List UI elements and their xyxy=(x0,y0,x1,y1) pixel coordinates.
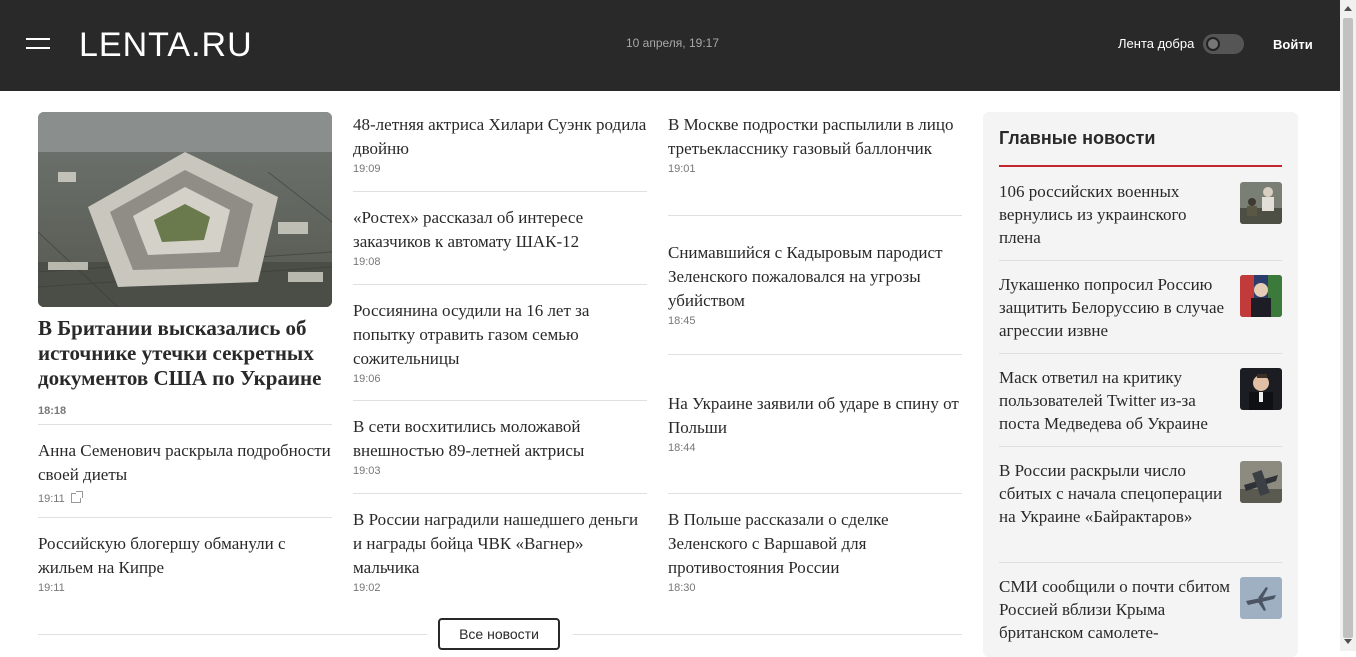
site-logo[interactable]: LENTA.RU xyxy=(79,26,253,64)
divider xyxy=(999,446,1282,447)
external-link-icon xyxy=(71,493,81,503)
current-date: 10 апреля, 19:17 xyxy=(626,36,719,50)
list-item[interactable] xyxy=(353,299,647,385)
divider xyxy=(668,354,962,355)
news-title[interactable]: Снимавшийся с Кадыровым пародист Зеленского пожаловался на угрозы убийством xyxy=(668,243,943,310)
hero-image[interactable] xyxy=(38,112,332,307)
news-time: 19:09 xyxy=(353,163,381,175)
sidebar-thumbnail[interactable] xyxy=(1240,368,1282,410)
news-time: 18:45 xyxy=(668,315,696,327)
list-item[interactable] xyxy=(38,439,332,507)
sidebar-title: Главные новости xyxy=(999,128,1156,148)
news-time: 18:44 xyxy=(668,442,696,454)
scroll-thumb[interactable] xyxy=(1343,18,1353,638)
news-title[interactable]: Анна Семенович раскрыла подробности своей диеты xyxy=(38,441,331,484)
sidebar-item[interactable] xyxy=(999,575,1282,644)
sidebar-thumbnail[interactable] xyxy=(1240,182,1282,224)
news-time: 19:06 xyxy=(353,373,381,385)
news-title[interactable]: В Москве подростки распылили в лицо третьекласснику газовый баллончик xyxy=(668,115,954,158)
sidebar-accent-line xyxy=(999,165,1282,167)
scroll-down-icon[interactable] xyxy=(1344,639,1352,644)
sidebar-item-title[interactable]: В России раскрыли число сбитых с начала спецоперации на Украине «Байрактаров» xyxy=(999,461,1223,526)
list-item[interactable] xyxy=(668,113,962,175)
divider xyxy=(999,260,1282,261)
sidebar-thumbnail[interactable] xyxy=(1240,461,1282,503)
sidebar-item-title[interactable]: 106 российских военных вернулись из украинского плена xyxy=(999,182,1187,247)
list-item[interactable] xyxy=(668,241,962,327)
toggle-knob xyxy=(1206,37,1220,51)
hero-headline[interactable] xyxy=(38,316,332,424)
sidebar-item[interactable] xyxy=(999,459,1282,528)
news-title[interactable]: Российскую блогершу обманули с жильем на Кипре xyxy=(38,534,286,577)
news-title[interactable]: 48-летняя актриса Хилари Суэнк родила двойню xyxy=(353,115,647,158)
news-time: 19:01 xyxy=(668,163,696,175)
divider xyxy=(668,493,962,494)
news-time: 19:08 xyxy=(353,256,381,268)
divider xyxy=(38,634,427,635)
list-item[interactable] xyxy=(353,508,647,594)
list-item[interactable] xyxy=(353,415,647,477)
news-time: 19:11 xyxy=(38,493,65,505)
hero-title-text[interactable]: В Британии высказались об источнике утечки секретных документов США по Украине xyxy=(38,316,322,390)
divider xyxy=(573,634,962,635)
divider xyxy=(353,493,647,494)
divider xyxy=(353,284,647,285)
news-title[interactable]: В России наградили нашедшего деньги и награды бойца ЧВК «Вагнер» мальчика xyxy=(353,510,639,577)
site-header xyxy=(0,0,1340,91)
news-time: 19:03 xyxy=(353,465,381,477)
sidebar-item[interactable] xyxy=(999,366,1282,435)
list-item[interactable] xyxy=(353,206,647,268)
scroll-up-icon[interactable] xyxy=(1344,6,1352,11)
kind-feed-label: Лента добра xyxy=(1118,36,1195,51)
hero-time: 18:18 xyxy=(38,405,67,417)
news-time: 19:02 xyxy=(353,582,381,594)
news-time: 18:30 xyxy=(668,582,696,594)
sidebar-thumbnail[interactable] xyxy=(1240,577,1282,619)
divider xyxy=(668,215,962,216)
list-item[interactable] xyxy=(353,113,647,175)
divider xyxy=(38,517,332,518)
sidebar-item-title[interactable]: СМИ сообщили о почти сбитом Россией вблизи Крыма британском самолете- xyxy=(999,577,1231,642)
sidebar-item[interactable] xyxy=(999,180,1282,249)
divider xyxy=(353,191,647,192)
divider xyxy=(999,353,1282,354)
sidebar-item-title[interactable]: Маск ответил на критику пользователей Twitter из-за поста Медведева об Украине xyxy=(999,368,1208,433)
list-item[interactable] xyxy=(668,508,962,594)
kind-feed-toggle[interactable] xyxy=(1203,34,1244,54)
news-time: 19:11 xyxy=(38,582,65,594)
scrollbar[interactable] xyxy=(1340,0,1356,651)
sidebar-item[interactable] xyxy=(999,273,1282,342)
divider xyxy=(353,400,647,401)
sidebar-item-title[interactable]: Лукашенко попросил Россию защитить Белоруссию в случае агрессии извне xyxy=(999,275,1225,340)
top-news-sidebar xyxy=(983,112,1298,657)
login-button[interactable]: Войти xyxy=(1273,37,1313,52)
news-title[interactable]: «Ростех» рассказал об интересе заказчиков к автомату ШАК-12 xyxy=(353,208,584,251)
menu-icon[interactable] xyxy=(26,38,50,50)
sidebar-thumbnail[interactable] xyxy=(1240,275,1282,317)
divider xyxy=(999,562,1282,563)
news-title[interactable]: На Украине заявили об ударе в спину от Польши xyxy=(668,394,959,437)
all-news-button[interactable]: Все новости xyxy=(438,618,560,650)
news-title[interactable]: Россиянина осудили на 16 лет за попытку отравить газом семью сожительницы xyxy=(353,301,590,368)
news-title[interactable]: В Польше рассказали о сделке Зеленского с Варшавой для противостояния России xyxy=(668,510,889,577)
news-title[interactable]: В сети восхитились моложавой внешностью 89-летней актрисы xyxy=(353,417,585,460)
divider xyxy=(38,424,332,425)
list-item[interactable] xyxy=(38,532,332,594)
list-item[interactable] xyxy=(668,392,962,454)
